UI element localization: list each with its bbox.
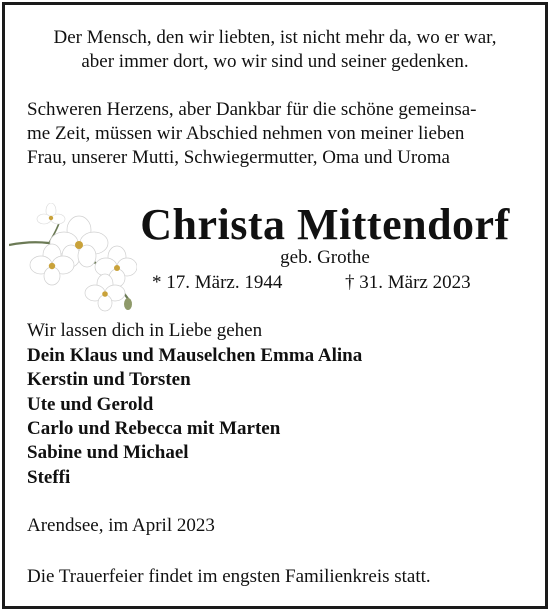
place-date: Arendsee, im April 2023 (27, 515, 215, 536)
deceased-name: Christa Mittendorf (140, 200, 510, 249)
family-member: Steffi (27, 467, 71, 488)
obituary-frame (2, 2, 548, 609)
family-member: Sabine und Michael (27, 442, 189, 463)
quote-line-1: Der Mensch, den wir liebten, ist nicht mehr da, wo er war, (53, 27, 497, 48)
family-member: Ute und Gerold (27, 394, 154, 415)
family-intro: Wir lassen dich in Liebe gehen (27, 320, 263, 341)
family-member: Kerstin und Torsten (27, 369, 191, 390)
death-date: † 31. März 2023 (345, 272, 471, 293)
maiden-name: geb. Grothe (280, 247, 370, 268)
intro-line-2: me Zeit, müssen wir Abschied nehmen von meiner lieben (27, 123, 465, 144)
intro-line-1: Schweren Herzens, aber Dankbar für die schöne gemeinsa- (27, 99, 477, 120)
quote-line-2: aber immer dort, wo wir sind und seiner gedenken. (81, 51, 469, 72)
family-member: Dein Klaus und Mauselchen Emma Alina (27, 345, 363, 366)
orchid-icon (9, 203, 137, 313)
funeral-note: Die Trauerfeier findet im engsten Familienkreis statt. (27, 566, 431, 587)
family-member: Carlo und Rebecca mit Marten (27, 418, 281, 439)
obituary-content (5, 5, 545, 606)
intro-line-3: Frau, unserer Mutti, Schwiegermutter, Oma und Uroma (27, 147, 450, 168)
birth-date: * 17. März. 1944 (152, 272, 283, 293)
